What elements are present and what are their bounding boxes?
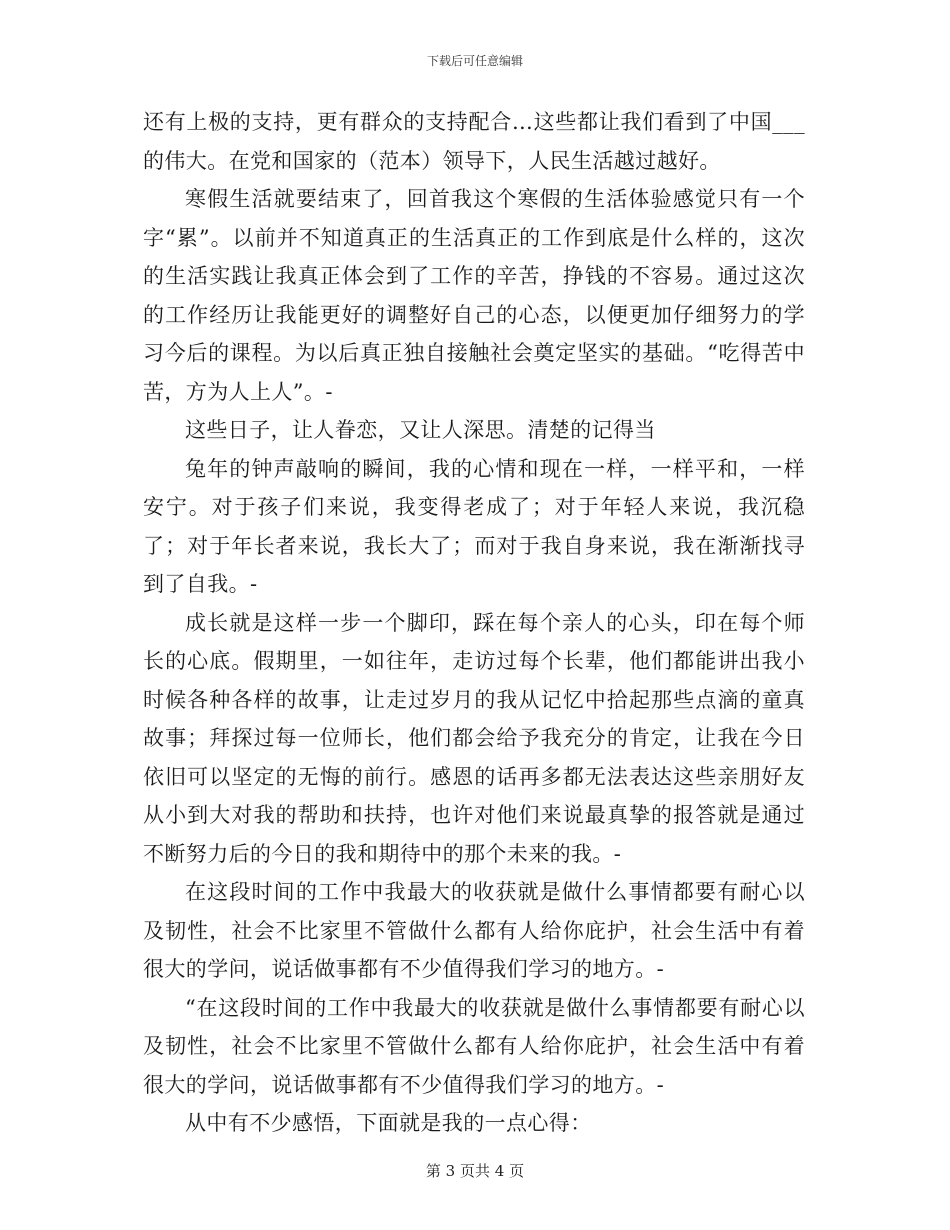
paragraph: 成长就是这样一步一个脚印，踩在每个亲人的心头，印在每个师长的心底。假期里，一如往年，走访过每个长辈，他们都能讲出我小时候各种各样的故事，让走过岁月的我从记忆中拾起那些点滴的童真故事；拜探过每一位师长，他们都会给予我充分的肯定，让我在今日依旧可以坚定的无悔的前行。感恩的话再多都无法表达这些亲朋好友从小到大对我的帮助和扶持，也许对他们来说最真挚的报答就是通过不断努力后的今日的我和期待中的那个未来的我。- <box>143 610 805 866</box>
page-footer: 第 3 页共 4 页 <box>425 1162 525 1180</box>
paragraph: 从中有不少感悟，下面就是我的一点心得： <box>185 1111 592 1135</box>
paragraph: 寒假生活就要结束了，回首我这个寒假的生活体验感觉只有一个字“累”。以前并不知道真正的生活真正的工作到底是什么样的，这次的生活实践让我真正体会到了工作的辛苦，挣钱的不容易。通过这次的工作经历让我能更好的调整好自己的心态，以便更加仔细努力的学习今后的课程。为以后真正独自接触社会奠定坚实的基础。“吃得苦中苦，方为人上人”。- <box>143 187 805 404</box>
document-body <box>143 103 805 1143</box>
paragraph: 兔年的钟声敲响的瞬间，我的心情和现在一样，一样平和，一样安宁。对于孩子们来说，我变得老成了；对于年轻人来说，我沉稳了；对于年长者来说，我长大了；而对于我自身来说，我在渐渐找寻到了自我。- <box>143 456 805 596</box>
paragraph: “在这段时间的工作中我最大的收获就是做什么事情都要有耐心以及韧性，社会不比家里不管做什么都有人给你庇护，社会生活中有着很大的学问，说话做事都有不少值得我们学习的地方。- <box>143 995 805 1097</box>
paragraph: 这些日子，让人眷恋，又让人深思。清楚的记得当 <box>185 418 656 442</box>
page-header: 下载后可任意编辑 <box>426 54 523 68</box>
paragraph-continuation: 还有上极的支持，更有群众的支持配合…这些都让我们看到了中国___的伟大。在党和国家的（范本）领导下，人民生活越过越好。 <box>143 110 805 173</box>
paragraph: 在这段时间的工作中我最大的收获就是做什么事情都要有耐心以及韧性，社会不比家里不管做什么都有人给你庇护，社会生活中有着很大的学问，说话做事都有不少值得我们学习的地方。- <box>143 880 805 981</box>
